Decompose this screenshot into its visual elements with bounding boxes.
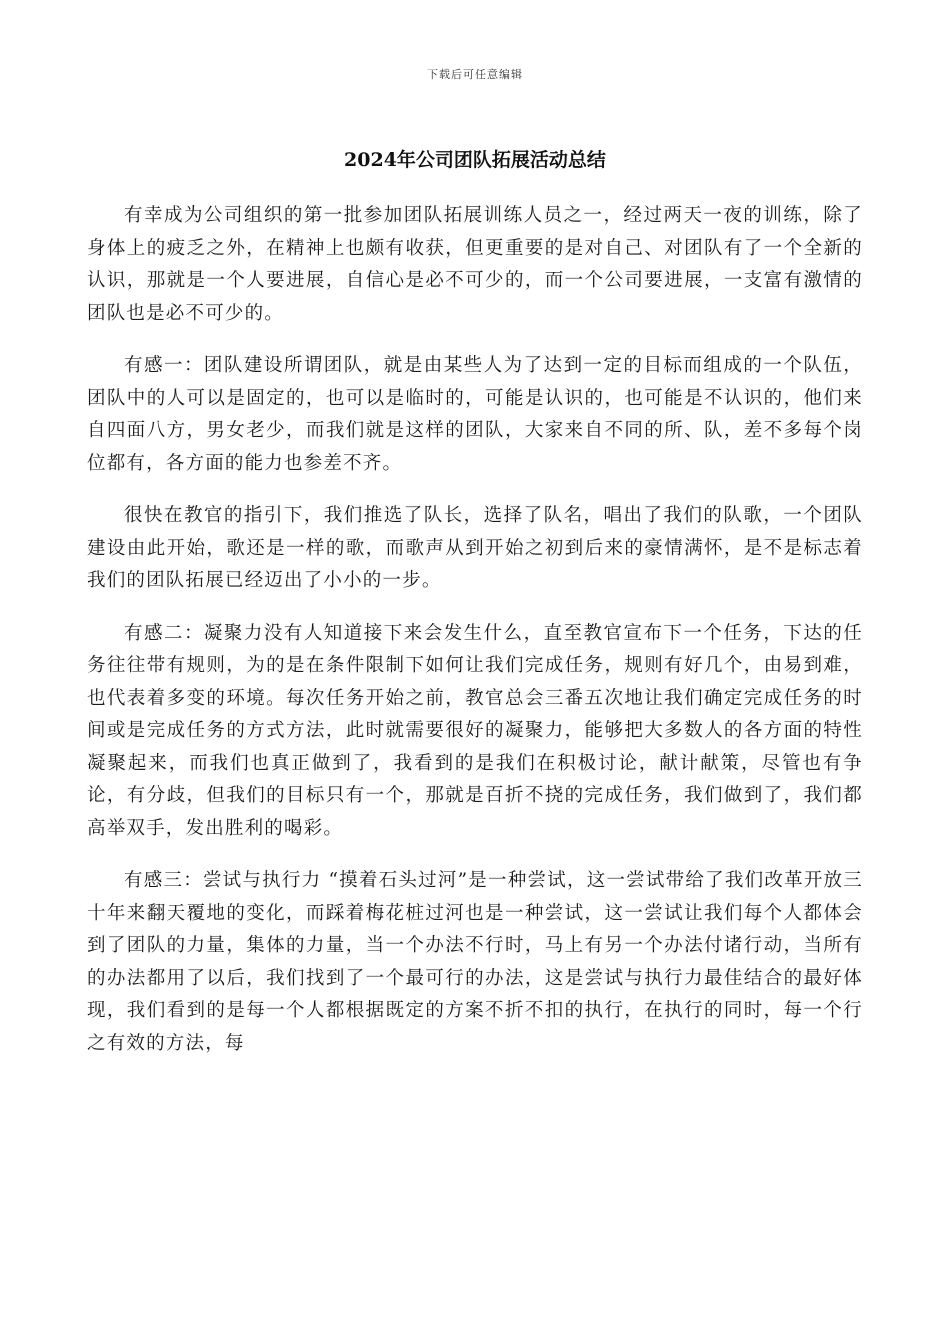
paragraph-team-building: 很快在教官的指引下，我们推选了队长，选择了队名，唱出了我们的队歌，一个团队建设由此开始，歌还是一样的歌，而歌声从到开始之初到后来的豪情满怀，是不是标志着我们的团队拓展已经迈出了小小的一步。 <box>87 505 863 591</box>
paragraph-insight-three: 有感三：尝试与执行力 “摸着石头过河”是一种尝试，这一尝试带给了我们改革开放三十年来翻天覆地的变化，而踩着梅花桩过河也是一种尝试，这一尝试让我们每个人都体会到了团队的力量，集体的力量，当一个办法不行时，马上有另一个办法付诸行动，当所有的办法都用了以后，我们找到了一个最可行的办法，这是尝试与执行力最佳结合的最好体现，我们看到的是每一个人都根据既定的方案不折不扣的执行，在执行的同时，每一个行之有效的方法，每 <box>87 870 863 1054</box>
paragraph-insight-one: 有感一：团队建设所谓团队，就是由某些人为了达到一定的目标而组成的一个队伍，团队中的人可以是固定的，也可以是临时的，可能是认识的，也可能是不认识的，他们来自四面八方，男女老少，而我们就是这样的团队，大家来自不同的所、队，差不多每个岗位都有，各方面的能力也参差不齐。 <box>87 355 863 474</box>
header-note: 下载后可任意编辑 <box>427 68 523 81</box>
page-title: 2024年公司团队拓展活动总结 <box>344 149 606 171</box>
document-body <box>87 200 863 1080</box>
paragraph-insight-two: 有感二：凝聚力没有人知道接下来会发生什么，直至教官宣布下一个任务，下达的任务往往带有规则，为的是在条件限制下如何让我们完成任务，规则有好几个，由易到难，也代表着多变的环境。每次任务开始之前，教官总会三番五次地让我们确定完成任务的时间或是完成任务的方式方法，此时就需要很好的凝聚力，能够把大多数人的各方面的特性凝聚起来，而我们也真正做到了，我看到的是我们在积极讨论，献计献策，尽管也有争论，有分歧，但我们的目标只有一个，那就是百折不挠的完成任务，我们做到了，我们都高举双手，发出胜利的喝彩。 <box>87 622 863 839</box>
paragraph-intro: 有幸成为公司组织的第一批参加团队拓展训练人员之一，经过两天一夜的训练，除了身体上的疲乏之外，在精神上也颇有收获，但更重要的是对自己、对团队有了一个全新的认识，那就是一个人要进展，自信心是必不可少的，而一个公司要进展，一支富有激情的团队也是必不可少的。 <box>87 205 863 324</box>
